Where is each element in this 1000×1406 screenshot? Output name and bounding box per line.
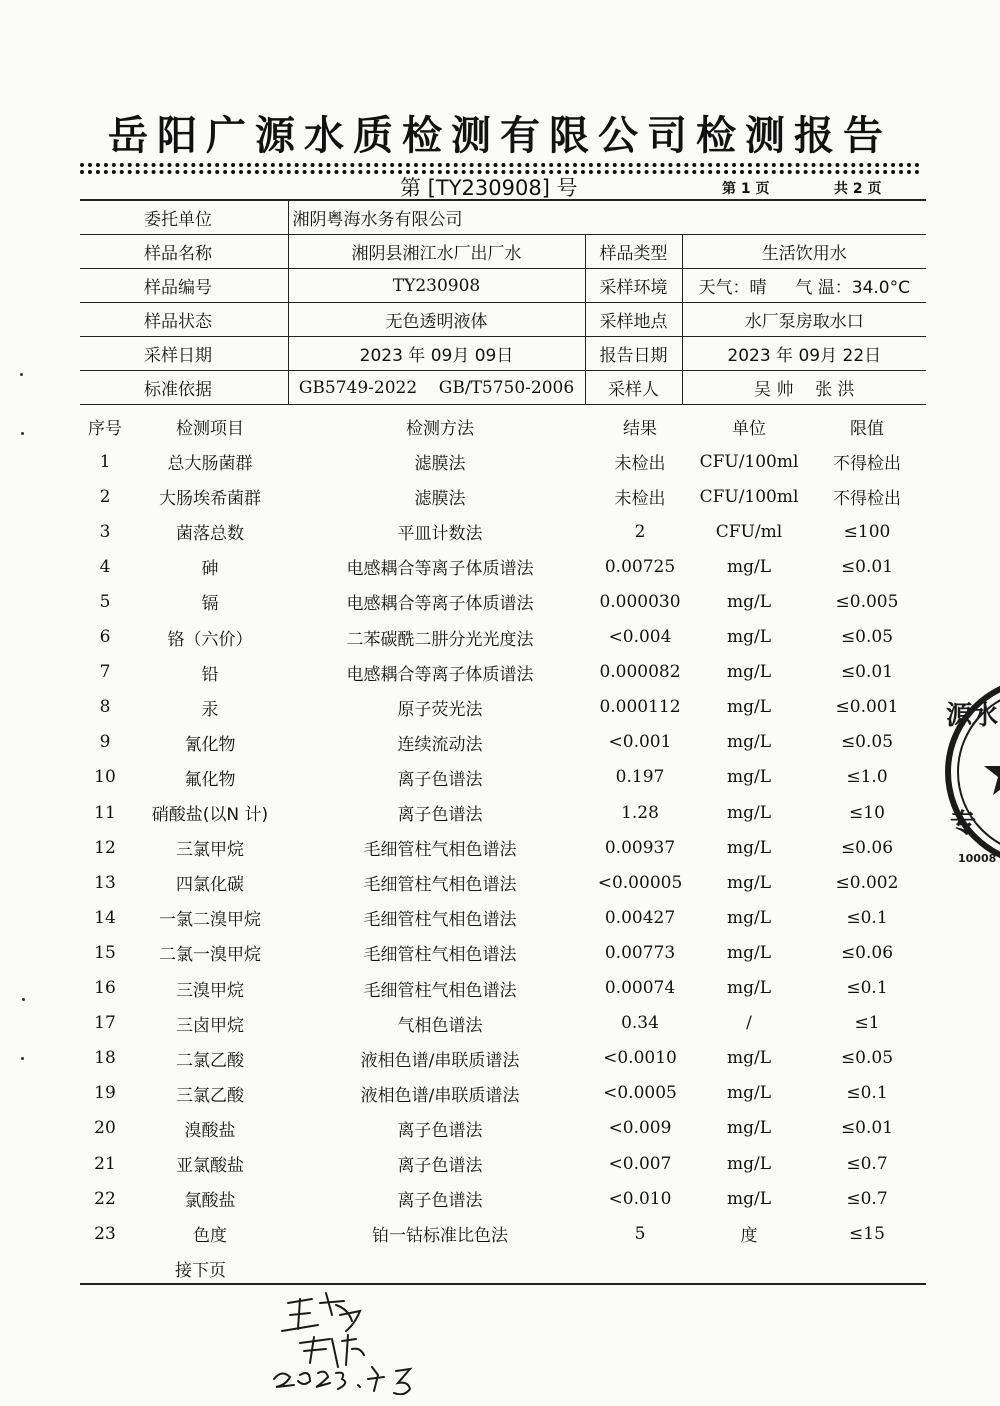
cell-result: 0.000112 bbox=[599, 697, 681, 718]
sample-type-value: 生活饮用水 bbox=[682, 235, 926, 269]
seal-text-bottom: 10008 bbox=[958, 852, 997, 865]
cell-index: 17 bbox=[94, 1013, 116, 1034]
cell-method: 二苯碳酰二肼分光光度法 bbox=[346, 629, 534, 650]
cell-unit: mg/L bbox=[726, 802, 772, 823]
cell-method: 毛细管柱气相色谱法 bbox=[363, 875, 517, 896]
cell-limit: ≤0.01 bbox=[840, 662, 894, 683]
cell-result: 0.00937 bbox=[604, 837, 676, 858]
info-row bbox=[80, 235, 926, 269]
cell-index: 4 bbox=[99, 556, 111, 577]
cell-index: 1 bbox=[99, 451, 111, 472]
cell-item: 二氯一溴甲烷 bbox=[159, 945, 261, 966]
cell-limit: 不得检出 bbox=[833, 454, 901, 474]
cell-item: 氰化物 bbox=[184, 734, 236, 755]
cell-unit: mg/L bbox=[726, 1118, 772, 1139]
cell-method: 铂一钴标准比色法 bbox=[372, 1226, 508, 1247]
cell-method: 毛细管柱气相色谱法 bbox=[363, 945, 517, 966]
cell-result: <0.0005 bbox=[603, 1083, 677, 1104]
sample-name-value: 湘阴县湘江水厂出厂水 bbox=[288, 235, 585, 269]
table-row bbox=[80, 830, 926, 865]
cell-item: 铬（六价） bbox=[167, 629, 253, 650]
cell-unit: mg/L bbox=[726, 767, 772, 788]
scan-mark bbox=[20, 373, 23, 376]
cell-result: <0.00005 bbox=[597, 872, 683, 893]
sample-name-label: 样品名称 bbox=[80, 235, 288, 269]
location-value: 水厂泵房取水口 bbox=[682, 303, 926, 337]
cell-item: 氯酸盐 bbox=[184, 1191, 236, 1212]
env-label: 采样环境 bbox=[585, 269, 682, 303]
cell-item: 三溴甲烷 bbox=[176, 980, 244, 1001]
cell-unit: mg/L bbox=[726, 1153, 772, 1174]
table-row bbox=[80, 444, 926, 479]
company-seal bbox=[940, 672, 1000, 872]
sample-no-value: TY230908 bbox=[288, 269, 585, 303]
cell-method: 平皿计数法 bbox=[397, 524, 483, 545]
cell-item: 三氯乙酸 bbox=[176, 1085, 244, 1106]
cell-method: 滤膜法 bbox=[414, 489, 466, 510]
cell-method: 气相色谱法 bbox=[397, 1015, 483, 1036]
cell-index: 20 bbox=[94, 1118, 116, 1139]
cell-limit: ≤1.0 bbox=[846, 767, 888, 788]
cell-method: 原子荧光法 bbox=[397, 699, 483, 720]
cell-unit: mg/L bbox=[726, 978, 772, 998]
cell-item: 三氯甲烷 bbox=[176, 840, 244, 861]
info-row bbox=[80, 371, 926, 405]
report-title: 岳阳广源水质检测有限公司检测报告 bbox=[108, 113, 892, 159]
cell-limit: ≤10 bbox=[849, 802, 885, 823]
cell-item: 四氯化碳 bbox=[176, 875, 244, 896]
cell-limit: ≤0.06 bbox=[840, 942, 894, 963]
cell-result: 0.34 bbox=[621, 1013, 659, 1034]
cell-unit: mg/L bbox=[726, 1083, 772, 1104]
cell-index: 7 bbox=[99, 662, 111, 683]
page-number: 第 1 页 bbox=[722, 181, 770, 197]
cell-result: <0.009 bbox=[608, 1118, 672, 1139]
cell-index: 8 bbox=[99, 697, 111, 718]
cell-limit: ≤0.1 bbox=[846, 1083, 888, 1104]
scan-mark bbox=[22, 998, 25, 1001]
report-date-label: 报告日期 bbox=[585, 337, 682, 371]
location-label: 采样地点 bbox=[585, 303, 682, 337]
cell-result: <0.0010 bbox=[603, 1048, 677, 1069]
cell-limit: ≤0.01 bbox=[840, 556, 894, 577]
seal-text-top: 源水 bbox=[946, 701, 999, 731]
cell-index: 15 bbox=[94, 942, 116, 963]
table-row bbox=[80, 971, 926, 1006]
cell-item: 镉 bbox=[201, 594, 219, 615]
cell-result: 0.00427 bbox=[604, 907, 676, 928]
cell-index: 13 bbox=[94, 872, 116, 893]
cell-index: 3 bbox=[99, 521, 111, 542]
cell-method: 液相色谱/串联质谱法 bbox=[360, 1085, 520, 1106]
header-item: 检测项目 bbox=[176, 419, 244, 439]
table-row bbox=[80, 1146, 926, 1181]
cell-result: 2 bbox=[634, 521, 646, 542]
standard-label: 标准依据 bbox=[80, 371, 288, 405]
cell-result: <0.001 bbox=[608, 732, 672, 753]
scan-mark bbox=[21, 1057, 24, 1060]
cell-limit: ≤0.7 bbox=[846, 1188, 888, 1209]
cell-result: 0.197 bbox=[615, 767, 665, 788]
cell-result: 未检出 bbox=[614, 489, 666, 510]
cell-limit: ≤15 bbox=[849, 1223, 885, 1244]
cell-unit: mg/L bbox=[726, 732, 772, 753]
cell-index: 19 bbox=[94, 1083, 116, 1104]
results-header bbox=[80, 409, 926, 444]
cell-result: 0.00773 bbox=[604, 942, 676, 963]
cell-unit: mg/L bbox=[726, 591, 772, 612]
weather-value: 天气：晴 bbox=[698, 278, 767, 298]
cell-index: 18 bbox=[94, 1048, 116, 1069]
cell-index: 11 bbox=[94, 802, 116, 823]
cell-unit: mg/L bbox=[726, 662, 772, 683]
table-row bbox=[80, 1076, 926, 1111]
cell-limit: ≤0.7 bbox=[846, 1153, 888, 1174]
cell-unit: mg/L bbox=[726, 837, 772, 858]
cell-method: 离子色谱法 bbox=[397, 1120, 483, 1141]
cell-result: 0.000082 bbox=[599, 662, 681, 683]
cell-result: <0.010 bbox=[608, 1188, 672, 1209]
cell-result: 0.00074 bbox=[604, 978, 676, 998]
cell-index: 5 bbox=[99, 591, 111, 612]
cell-result: 0.000030 bbox=[599, 591, 681, 612]
standard-value: GB5749-2022 GB/T5750-2006 bbox=[288, 371, 585, 405]
cell-unit: mg/L bbox=[726, 556, 772, 577]
cell-result: <0.007 bbox=[608, 1153, 672, 1174]
cell-method: 电感耦合等离子体质谱法 bbox=[346, 594, 534, 615]
cell-item: 总大肠菌群 bbox=[167, 454, 253, 474]
total-pages: 共 2 页 bbox=[834, 181, 882, 197]
cell-item: 大肠埃希菌群 bbox=[159, 489, 261, 510]
table-row bbox=[80, 725, 926, 760]
info-row bbox=[80, 303, 926, 337]
bottom-divider bbox=[80, 1283, 926, 1285]
dotted-divider bbox=[80, 163, 920, 167]
cell-method: 毛细管柱气相色谱法 bbox=[363, 980, 517, 1001]
sampler-label: 采样人 bbox=[585, 371, 682, 405]
cell-item: 二氯乙酸 bbox=[176, 1050, 244, 1071]
cell-limit: ≤1 bbox=[854, 1013, 880, 1034]
cell-unit: mg/L bbox=[726, 907, 772, 928]
table-row bbox=[80, 690, 926, 725]
temperature-value: 气 温：34.0°C bbox=[795, 278, 910, 298]
cell-unit: mg/L bbox=[726, 697, 772, 718]
cell-method: 离子色谱法 bbox=[397, 1191, 483, 1212]
cell-method: 毛细管柱气相色谱法 bbox=[363, 840, 517, 861]
cell-method: 液相色谱/串联质谱法 bbox=[360, 1050, 520, 1071]
cell-unit: mg/L bbox=[726, 1188, 772, 1209]
table-row bbox=[80, 760, 926, 795]
cell-method: 离子色谱法 bbox=[397, 805, 483, 825]
cell-limit: ≤100 bbox=[843, 521, 891, 542]
cell-method: 电感耦合等离子体质谱法 bbox=[346, 664, 534, 685]
cell-item: 三卤甲烷 bbox=[176, 1015, 244, 1036]
cell-unit: mg/L bbox=[726, 627, 772, 647]
table-row bbox=[80, 655, 926, 690]
sample-no-label: 样品编号 bbox=[80, 269, 288, 303]
cell-unit: mg/L bbox=[726, 942, 772, 963]
cell-item: 汞 bbox=[201, 699, 219, 720]
cell-limit: ≤0.05 bbox=[840, 732, 894, 753]
cell-item: 砷 bbox=[201, 559, 219, 580]
cell-item: 氟化物 bbox=[184, 769, 236, 790]
cell-unit: CFU/100ml bbox=[699, 486, 799, 507]
sampler-value: 吴 帅 张 洪 bbox=[682, 371, 926, 405]
cell-index: 14 bbox=[94, 907, 116, 928]
cell-method: 连续流动法 bbox=[397, 734, 483, 755]
cell-index: 21 bbox=[94, 1153, 116, 1174]
cell-unit: mg/L bbox=[726, 1048, 772, 1069]
cell-method: 毛细管柱气相色谱法 bbox=[363, 910, 517, 931]
cell-index: 16 bbox=[94, 978, 116, 998]
header-unit: 单位 bbox=[732, 419, 766, 439]
cell-index: 23 bbox=[94, 1223, 116, 1244]
cell-result: 5 bbox=[634, 1223, 646, 1244]
cell-item: 色度 bbox=[193, 1226, 227, 1247]
table-row bbox=[80, 620, 926, 655]
cell-item: 铅 bbox=[201, 664, 219, 685]
cell-method: 离子色谱法 bbox=[397, 769, 483, 790]
table-row bbox=[80, 935, 926, 970]
report-date-value: 2023 年 09月 22日 bbox=[682, 337, 926, 371]
cell-limit: ≤0.1 bbox=[846, 978, 888, 998]
sample-type-label: 样品类型 bbox=[585, 235, 682, 269]
env-value bbox=[682, 269, 926, 303]
cell-index: 6 bbox=[99, 627, 111, 647]
report-number: 第 [TY230908] 号 bbox=[400, 176, 578, 200]
header-limit: 限值 bbox=[850, 419, 884, 439]
cell-result: 1.28 bbox=[621, 802, 659, 823]
cell-method: 离子色谱法 bbox=[397, 1156, 483, 1176]
header-index: 序号 bbox=[88, 419, 122, 439]
cell-item: 溴酸盐 bbox=[184, 1120, 236, 1141]
info-row bbox=[80, 200, 926, 235]
cell-index: 2 bbox=[99, 486, 111, 507]
cell-limit: 不得检出 bbox=[833, 489, 901, 510]
cell-limit: ≤0.002 bbox=[835, 872, 899, 893]
cell-unit: / bbox=[746, 1013, 752, 1034]
sample-state-value: 无色透明液体 bbox=[288, 303, 585, 337]
table-row bbox=[80, 514, 926, 549]
scan-mark bbox=[21, 432, 24, 435]
cell-limit: ≤0.05 bbox=[840, 627, 894, 647]
cell-index: 9 bbox=[99, 732, 111, 753]
cell-result: 0.00725 bbox=[604, 556, 676, 577]
table-row bbox=[80, 1181, 926, 1216]
continued-note: 接下页 bbox=[175, 1261, 226, 1281]
cell-limit: ≤0.001 bbox=[835, 697, 899, 718]
table-row bbox=[80, 865, 926, 900]
cell-item: 一氯二溴甲烷 bbox=[159, 910, 261, 931]
header-result: 结果 bbox=[623, 419, 657, 439]
cell-limit: ≤0.1 bbox=[846, 907, 888, 928]
cell-method: 滤膜法 bbox=[414, 454, 466, 474]
cell-index: 12 bbox=[94, 837, 116, 858]
sampling-date-label: 采样日期 bbox=[80, 337, 288, 371]
cell-result: <0.004 bbox=[608, 627, 672, 647]
cell-limit: ≤0.05 bbox=[840, 1048, 894, 1069]
cell-result: 未检出 bbox=[614, 454, 666, 474]
sampling-date-value: 2023 年 09月 09日 bbox=[288, 337, 585, 371]
table-row bbox=[80, 795, 926, 830]
table-row bbox=[80, 1216, 926, 1251]
client-value: 湘阴粤海水务有限公司 bbox=[288, 200, 926, 235]
sample-info-table bbox=[80, 199, 926, 405]
cell-item: 亚氯酸盐 bbox=[176, 1156, 244, 1176]
cell-unit: CFU/ml bbox=[715, 521, 783, 542]
table-row bbox=[80, 1006, 926, 1041]
cell-method: 电感耦合等离子体质谱法 bbox=[346, 559, 534, 580]
seal-text-middle: 专 bbox=[950, 809, 977, 839]
info-row bbox=[80, 269, 926, 303]
table-row bbox=[80, 1041, 926, 1076]
cell-unit: CFU/100ml bbox=[699, 451, 799, 472]
cell-index: 22 bbox=[94, 1188, 116, 1209]
handwritten-signature bbox=[260, 1285, 460, 1395]
table-row bbox=[80, 479, 926, 514]
cell-index: 10 bbox=[94, 767, 116, 788]
cell-limit: ≤0.01 bbox=[840, 1118, 894, 1139]
client-label: 委托单位 bbox=[80, 200, 288, 235]
cell-limit: ≤0.06 bbox=[840, 837, 894, 858]
table-row bbox=[80, 1111, 926, 1146]
table-row bbox=[80, 549, 926, 584]
cell-unit: 度 bbox=[740, 1226, 758, 1247]
info-row bbox=[80, 337, 926, 371]
cell-item: 菌落总数 bbox=[176, 524, 244, 545]
sample-state-label: 样品状态 bbox=[80, 303, 288, 337]
table-row bbox=[80, 584, 926, 619]
cell-unit: mg/L bbox=[726, 872, 772, 893]
table-row bbox=[80, 900, 926, 935]
header-method: 检测方法 bbox=[406, 419, 474, 439]
cell-limit: ≤0.005 bbox=[835, 591, 899, 612]
cell-item: 硝酸盐(以N 计) bbox=[151, 805, 269, 825]
